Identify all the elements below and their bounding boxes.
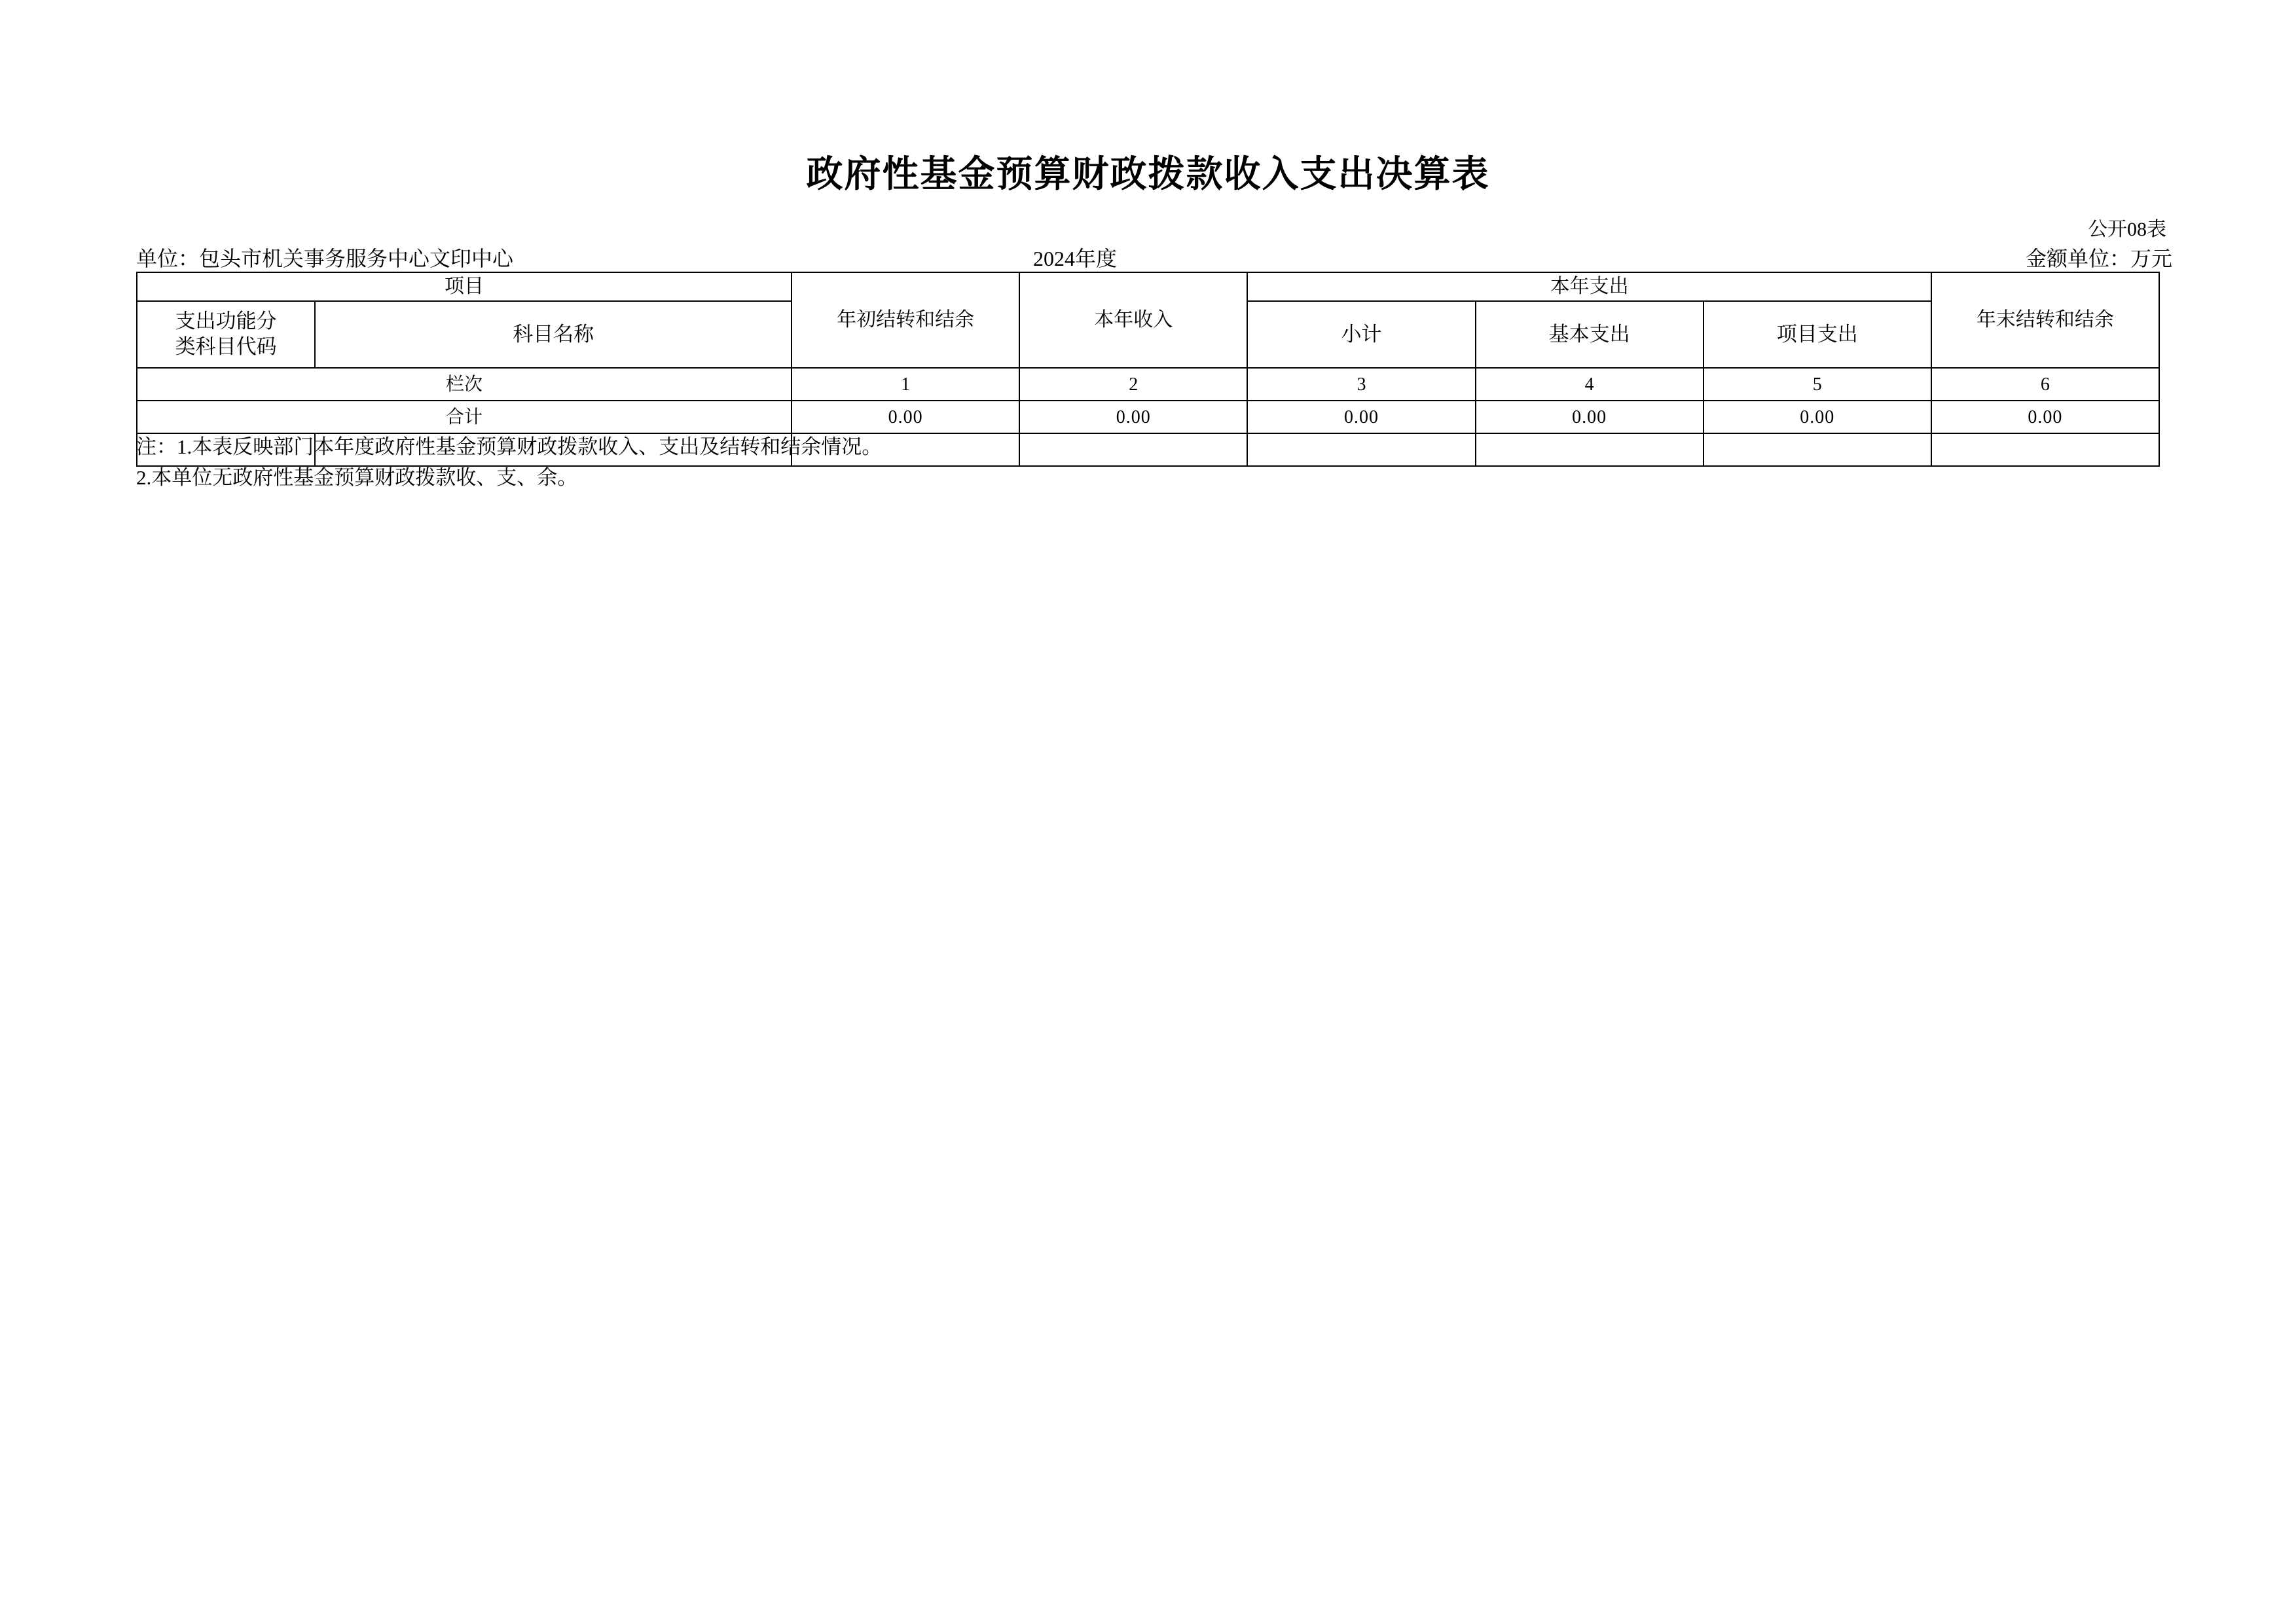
row-blank-project-expenditure [1704,433,1931,466]
lane-number-2: 2 [1019,368,1247,401]
lane-number-4: 4 [1476,368,1704,401]
lane-number-5: 5 [1704,368,1931,401]
row-total-subtotal: 0.00 [1247,401,1475,433]
row-total-end-balance: 0.00 [1931,401,2159,433]
row-total-basic-expenditure: 0.00 [1476,401,1704,433]
column-header-begin-balance: 年初结转和结余 [792,272,1019,368]
note-line-2: 2.本单位无政府性基金预算财政拨款收、支、余。 [136,465,578,489]
row-blank-year-income [1019,433,1247,466]
table-row [137,401,2159,433]
lane-number-3: 3 [1247,368,1475,401]
table-lane-row [137,368,2159,401]
table-group-header-row [137,272,2159,301]
note-line-1: 注：1.本表反映部门本年度政府性基金预算财政拨款收入、支出及结转和结余情况。 [136,435,883,458]
meta-row [136,242,2172,270]
column-header-end-balance: 年末结转和结余 [1931,272,2159,368]
lane-number-1: 1 [792,368,1019,401]
lane-number-6: 6 [1931,368,2159,401]
row-blank-end-balance [1931,433,2159,466]
page-title: 政府性基金预算财政拨款收入支出决算表 [806,153,1490,196]
row-blank-subtotal [1247,433,1475,466]
table-notes [136,432,882,493]
column-header-basic-expenditure: 基本支出 [1476,301,1704,368]
sheet-number: 公开08表 [2088,219,2166,240]
row-blank-basic-expenditure [1476,433,1704,466]
column-header-func-code [137,301,315,368]
amount-unit-label: 金额单位：万元 [2025,247,2172,270]
row-total-begin-balance: 0.00 [792,401,1019,433]
group-header-current-year-expenditure: 本年支出 [1247,272,1931,301]
column-header-subtotal: 小计 [1247,301,1475,368]
group-header-item: 项目 [137,272,792,301]
unit-label: 单位：包头市机关事务服务中心文印中心 [136,247,514,270]
column-header-func-code-line1: 支出功能分 [175,310,277,333]
row-total-project-expenditure: 0.00 [1704,401,1931,433]
lane-label: 栏次 [137,368,792,401]
column-header-func-code-line2: 类科目代码 [175,335,277,358]
column-header-project-expenditure: 项目支出 [1704,301,1931,368]
column-header-subject-name: 科目名称 [315,301,792,368]
column-header-year-income: 本年收入 [1019,272,1247,368]
row-total-label: 合计 [137,401,792,433]
year-label: 2024年度 [1033,247,1118,270]
row-total-year-income: 0.00 [1019,401,1247,433]
